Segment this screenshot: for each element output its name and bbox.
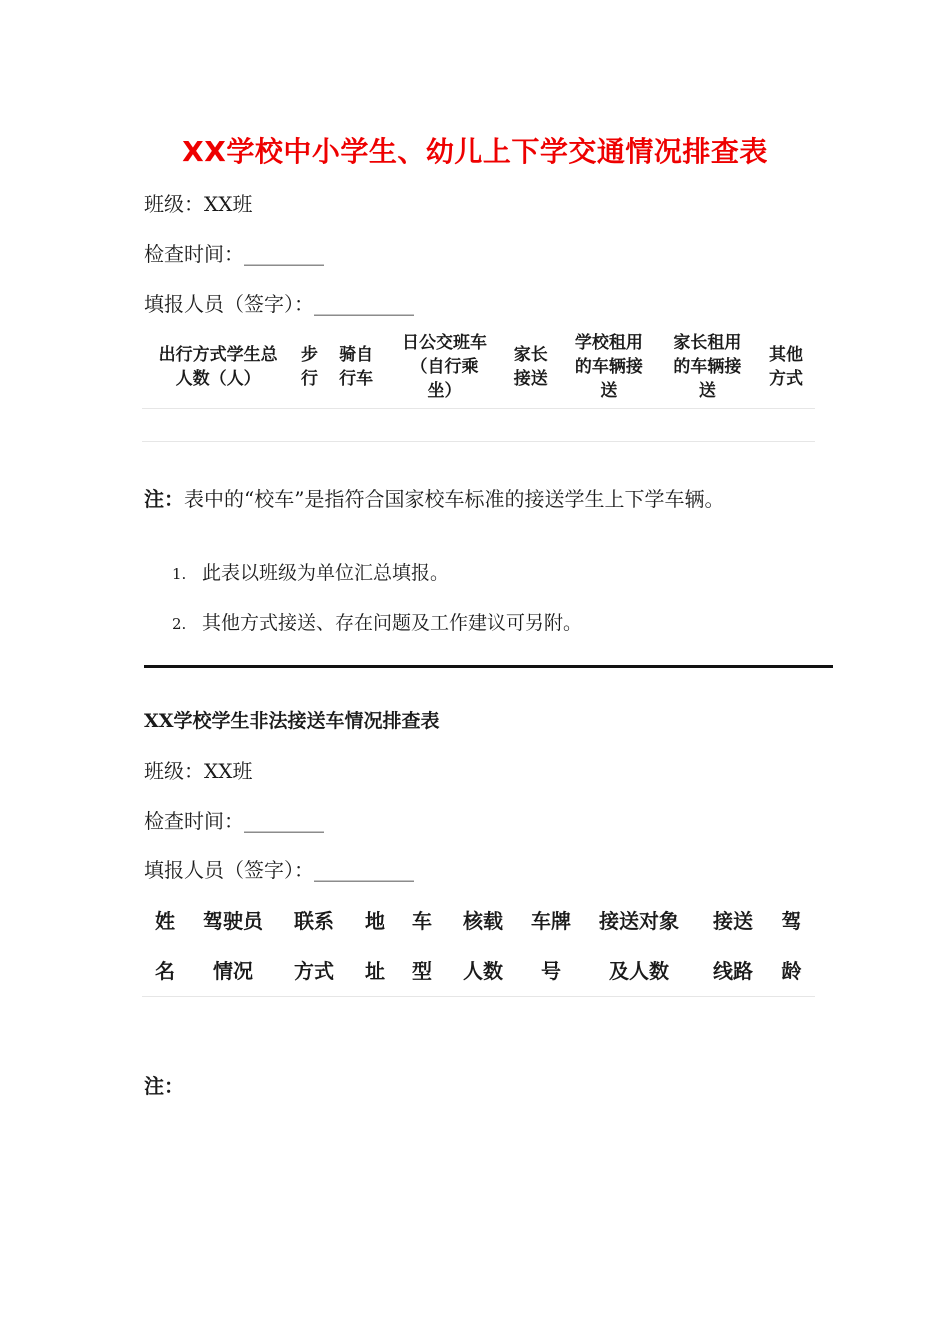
column-header: 联系 方式: [294, 909, 334, 983]
inspection-time-line: 检查时间：________: [144, 809, 324, 833]
table-cell[interactable]: [388, 408, 502, 441]
signer-line: 填报人员（签字）：__________: [144, 858, 414, 882]
column-header: 骑自 行车: [339, 344, 374, 389]
column-header: 步 行: [300, 344, 318, 389]
column-header: 接送对象 及人数: [599, 909, 679, 983]
main-title: XX学校中小学生、幼儿上下学交通情况排查表: [182, 135, 768, 168]
column-header: 驾 龄: [781, 909, 802, 983]
column-header: 家长 接送: [513, 344, 548, 389]
list-number: 2.: [172, 615, 187, 633]
signer-line: 填报人员（签字）：__________: [144, 292, 414, 316]
table-cell[interactable]: [325, 408, 388, 441]
table-empty-row: [142, 408, 815, 441]
note-school-bus: [144, 483, 724, 512]
table-cell[interactable]: [501, 408, 560, 441]
column-header: 家长租用 的车辆接 送: [673, 332, 742, 401]
list-item: [172, 608, 582, 635]
transport-survey-table: [142, 326, 815, 442]
note-text: 表中的“校车”是指符合国家校车标准的接送学生上下学车辆。: [184, 487, 725, 511]
class-line: 班级：XX班: [144, 759, 253, 783]
table-cell[interactable]: [757, 408, 815, 441]
table-header-row: [142, 896, 815, 997]
list-item: [172, 558, 449, 585]
table-header-row: [142, 326, 815, 408]
class-line: 班级：XX班: [144, 192, 253, 216]
column-header: 车牌 号: [531, 909, 571, 983]
table-cell[interactable]: [294, 408, 324, 441]
column-header: 其他 方式: [769, 344, 804, 389]
table-cell[interactable]: [142, 408, 294, 441]
column-header: 日公交班车 （自行乘 坐）: [401, 332, 487, 401]
column-header: 驾驶员 情况: [203, 909, 263, 983]
list-text: 其他方式接送、存在问题及工作建议可另附。: [202, 612, 583, 634]
list-number: 1.: [172, 565, 187, 583]
illegal-vehicle-table: [142, 896, 815, 997]
inspection-time-line: 检查时间：________: [144, 242, 324, 266]
table-cell[interactable]: [658, 408, 757, 441]
column-header: 车 型: [412, 909, 432, 983]
second-form-title: XX学校学生非法接送车情况排查表: [144, 710, 440, 732]
table-cell[interactable]: [560, 408, 657, 441]
list-text: 此表以班级为单位汇总填报。: [202, 562, 450, 584]
column-header: 地 址: [365, 909, 385, 983]
note-label: 注：: [144, 1074, 184, 1098]
column-header: 姓 名: [155, 909, 175, 983]
column-header: 学校租用 的车辆接 送: [574, 332, 643, 401]
column-header: 接送 线路: [713, 909, 753, 983]
note-label: 注：: [144, 487, 184, 511]
column-header: 核载 人数: [463, 909, 503, 983]
column-header: 出行方式学生总 人数（人）: [158, 344, 278, 389]
section-divider: [144, 665, 833, 668]
